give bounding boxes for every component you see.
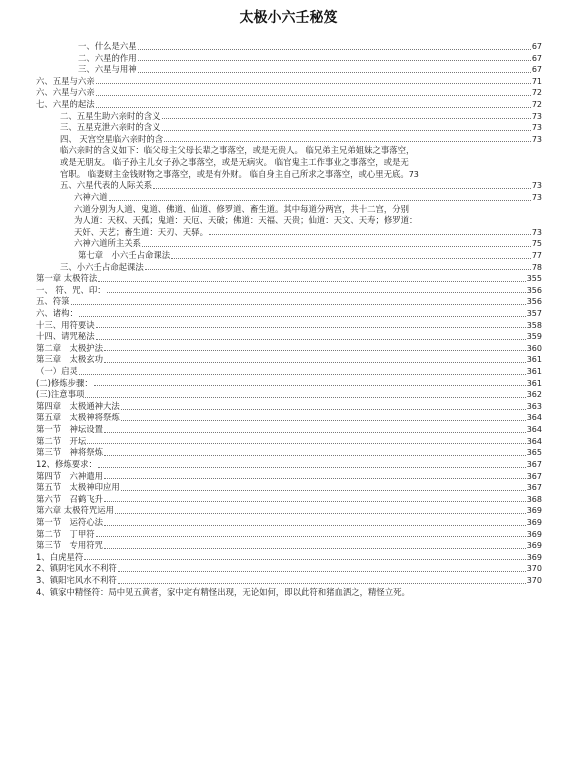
dot-leader — [145, 269, 531, 270]
toc-entry — [36, 99, 542, 111]
dot-leader — [104, 432, 526, 433]
dot-leader — [85, 397, 525, 398]
toc-entry — [36, 587, 542, 599]
dot-leader — [171, 258, 531, 259]
toc-entry — [36, 494, 542, 506]
dot-leader — [162, 118, 531, 119]
toc-entry — [36, 180, 542, 192]
toc-entry-page: 369 — [526, 552, 542, 562]
dot-leader — [96, 327, 526, 328]
toc-entry — [36, 111, 542, 123]
toc-entry — [36, 308, 542, 320]
table-of-contents — [36, 41, 542, 598]
toc-entry — [36, 273, 542, 285]
toc-entry-title: 第五章 太极神将祭炼 — [36, 412, 120, 423]
dot-leader — [96, 107, 531, 108]
toc-entry-page: 361 — [526, 367, 542, 377]
toc-entry-title: 天奸、天艺；畜生道：天刃、天驿。 — [74, 226, 208, 237]
toc-entry-title: 二、六星的作用 — [78, 52, 137, 63]
toc-entry-page: 75 — [531, 239, 542, 249]
toc-entry-page: 72 — [531, 88, 542, 98]
toc-entry-title: 十四、请咒秘法 — [36, 331, 95, 342]
toc-entry — [36, 134, 542, 146]
dot-leader — [138, 60, 531, 61]
toc-entry — [36, 41, 542, 53]
dot-leader — [79, 316, 526, 317]
toc-entry-page: 358 — [526, 320, 542, 330]
toc-entry-title: 五、符箓 — [36, 296, 70, 307]
toc-entry — [36, 122, 542, 134]
dot-leader — [104, 362, 526, 363]
toc-entry — [36, 529, 542, 541]
toc-entry — [36, 215, 542, 227]
toc-entry-page: 357 — [526, 309, 542, 318]
toc-entry-page: 356 — [526, 285, 542, 295]
toc-entry-page: 73 — [531, 123, 542, 133]
toc-entry-page: 73 — [531, 181, 542, 191]
dot-leader — [104, 525, 526, 526]
toc-entry — [36, 436, 542, 448]
toc-entry — [36, 227, 542, 239]
dot-leader — [104, 455, 526, 456]
toc-entry-title: 六、五星与六亲 — [36, 75, 95, 86]
toc-entry-title: （一）启灵 — [36, 366, 78, 377]
dot-leader — [84, 559, 526, 560]
toc-entry — [36, 145, 542, 157]
toc-entry-page: 67 — [531, 53, 542, 63]
toc-entry — [36, 517, 542, 529]
toc-entry — [36, 575, 542, 587]
dot-leader — [104, 350, 526, 351]
dot-leader — [118, 583, 526, 584]
dot-leader — [109, 200, 531, 201]
dot-leader — [96, 536, 526, 537]
toc-entry-title: 第二章 太极护法 — [36, 342, 103, 353]
toc-entry — [36, 296, 542, 308]
toc-entry-page: 355 — [526, 274, 542, 284]
toc-entry — [36, 343, 542, 355]
toc-entry-page: 67 — [531, 65, 542, 75]
toc-entry-page: 364 — [526, 425, 542, 435]
toc-entry — [36, 389, 542, 401]
dot-leader — [94, 385, 526, 386]
toc-entry-page: 368 — [526, 494, 542, 504]
toc-entry-title: 第二节 丁甲符 — [36, 528, 95, 539]
dot-leader — [96, 95, 531, 96]
toc-entry — [36, 505, 542, 517]
toc-entry-title: 第三节 专用符咒 — [36, 540, 103, 551]
toc-entry-page: 367 — [526, 471, 542, 481]
toc-entry-title: 第五节 太极神印应用 — [36, 482, 120, 493]
toc-entry-title: 临六亲时的含义如下：临父母主父母长辈之事落空，或是无贵人。 临兄弟主兄弟姐妹之事落空， — [60, 145, 415, 156]
toc-entry-title: 十三、用符要诀 — [36, 319, 95, 330]
toc-entry-title: 第四章 太极通神大法 — [36, 400, 120, 411]
toc-entry-title: 第三章 太极玄功 — [36, 354, 103, 365]
toc-entry — [36, 447, 542, 459]
toc-entry-page: 365 — [526, 448, 542, 458]
toc-entry-title: 六、诸构： — [36, 308, 78, 318]
toc-entry — [36, 331, 542, 343]
toc-entry — [36, 192, 542, 204]
dot-leader — [209, 234, 531, 235]
toc-entry-title: 第一章 太极符法 — [36, 273, 98, 284]
toc-entry-title: 五、六星代表的人际关系 — [60, 180, 153, 191]
dot-leader — [79, 374, 526, 375]
toc-entry — [36, 552, 542, 564]
toc-entry — [36, 366, 542, 378]
toc-entry — [36, 285, 542, 297]
toc-entry-title: 第三节 神将祭炼 — [36, 447, 103, 458]
toc-entry-title: 第六章 太极符咒运用 — [36, 505, 115, 516]
toc-entry-page: 72 — [531, 100, 542, 110]
toc-entry-title: 第一节 运符心法 — [36, 516, 103, 527]
toc-entry-page: 359 — [526, 332, 542, 342]
toc-entry — [36, 76, 542, 88]
toc-entry-page: 369 — [526, 529, 542, 539]
toc-entry-title: 或是无朋友。 临子孙主儿女子孙之事落空，或是无病灾。 临官鬼主工作事业之事落空，或是无 — [60, 157, 409, 168]
dot-leader — [96, 339, 526, 340]
dot-leader — [87, 443, 525, 444]
toc-entry-page: 73 — [531, 111, 542, 121]
toc-entry — [36, 540, 542, 552]
toc-entry-title: 七、六星的起法 — [36, 99, 95, 110]
toc-entry-page: 67 — [531, 41, 542, 51]
dot-leader — [104, 548, 526, 549]
toc-entry — [36, 320, 542, 332]
toc-entry-page: 364 — [526, 413, 542, 423]
toc-entry-title: (三)注意事项 — [36, 389, 85, 400]
toc-entry — [36, 354, 542, 366]
toc-entry — [36, 53, 542, 65]
toc-entry-page: 361 — [526, 378, 542, 388]
toc-entry-title: 官职。 临妻财主金钱财物之事落空，或是有外财。 临自身主自己所求之事落空，或心里无底。 — [60, 168, 409, 179]
toc-entry-title: 3、镇阳宅风水不利符 — [36, 575, 117, 586]
toc-entry-title: 三、小六壬占命起课法 — [60, 261, 144, 272]
toc-entry-page: 370 — [526, 564, 542, 574]
dot-leader — [138, 49, 531, 50]
toc-entry — [36, 204, 542, 216]
dot-leader — [98, 281, 525, 282]
toc-entry — [36, 563, 542, 575]
dot-leader — [104, 501, 526, 502]
dot-leader — [164, 141, 531, 142]
toc-entry-page: 364 — [526, 436, 542, 446]
toc-entry — [36, 250, 542, 262]
toc-entry — [36, 262, 542, 274]
dot-leader — [98, 467, 526, 468]
toc-entry — [36, 424, 542, 436]
toc-entry-page: 78 — [531, 262, 542, 272]
dot-leader — [118, 571, 526, 572]
toc-entry-page: 71 — [531, 76, 542, 86]
toc-entry-page: 362 — [526, 390, 542, 400]
toc-entry — [36, 64, 542, 76]
toc-entry-title: 为人道：天权、天孤；鬼道：天厄、天破；佛道：天福、天贵；仙道：天文、天寿；修罗道： — [74, 215, 418, 226]
toc-entry-title: 第一节 神坛设置 — [36, 424, 103, 435]
toc-entry — [36, 459, 542, 471]
toc-entry-title: 第七章 小六壬占命课法 — [78, 249, 171, 260]
toc-entry-title: 二、五星生助六亲时的含义 — [60, 110, 161, 121]
dot-leader — [121, 420, 526, 421]
toc-entry-page: 369 — [526, 506, 542, 516]
toc-entry-page: 369 — [526, 541, 542, 551]
toc-entry-page: 360 — [526, 343, 542, 353]
toc-entry-page: 361 — [526, 355, 542, 365]
dot-leader — [107, 292, 526, 293]
dot-leader — [138, 72, 531, 73]
dot-leader — [121, 409, 526, 410]
toc-entry — [36, 471, 542, 483]
toc-entry — [36, 169, 542, 181]
toc-entry-title: 一、 符、咒、印： — [36, 284, 106, 295]
toc-entry-title: 12、修炼要求： — [36, 458, 97, 469]
dot-leader — [96, 83, 531, 84]
dot-leader — [162, 130, 531, 131]
toc-entry — [36, 87, 542, 99]
toc-entry-title: 2、镇阴宅风水不利符 — [36, 563, 117, 574]
toc-entry-page: 363 — [526, 401, 542, 411]
toc-entry-title: 六神六道 — [74, 191, 108, 202]
dot-leader — [104, 478, 526, 479]
toc-entry-title: 六神六道所主关系 — [74, 238, 141, 249]
toc-entry-title: 1、白虎星符 — [36, 551, 84, 562]
toc-entry-title: 4、镇家中精怪符：局中见五黄者，家中定有精怪出现，无论如何，即以此符和猪血洒之，精怪立死。 — [36, 586, 410, 597]
toc-entry-page: 73 — [531, 192, 542, 202]
toc-entry-page: 77 — [531, 250, 542, 260]
toc-entry-title: 第二节 开坛 — [36, 435, 87, 446]
toc-entry — [36, 413, 542, 425]
toc-entry-page: 356 — [526, 297, 542, 307]
toc-entry-page: 73 — [408, 169, 419, 179]
dot-leader — [115, 513, 526, 514]
toc-entry-title: (二)修炼步骤： — [36, 377, 93, 388]
toc-entry — [36, 157, 542, 169]
toc-entry-title: 六、六星与六亲 — [36, 87, 95, 98]
toc-entry-page: 73 — [531, 227, 542, 237]
dot-leader — [153, 188, 531, 189]
toc-entry — [36, 482, 542, 494]
dot-leader — [142, 246, 531, 247]
toc-entry-title: 三、六星与用神 — [78, 64, 137, 75]
toc-entry-title: 四、 天宫空星临六亲时的含 — [60, 133, 164, 144]
toc-entry-title: 第六节 召鹤飞升 — [36, 493, 103, 504]
toc-entry-title: 第四节 六神遣用 — [36, 470, 103, 481]
toc-entry-title: 一、什么是六星 — [78, 41, 137, 51]
toc-entry-page: 73 — [531, 134, 542, 144]
dot-leader — [71, 304, 526, 305]
toc-entry — [36, 238, 542, 250]
toc-entry — [36, 378, 542, 390]
toc-entry-page: 367 — [526, 459, 542, 469]
toc-entry-page: 367 — [526, 483, 542, 493]
toc-entry — [36, 401, 542, 413]
toc-entry-title: 六道分别为人道、鬼道、佛道、仙道、修罗道、畜生道。其中每道分两宫，共十二宫，分别 — [74, 203, 409, 214]
toc-entry-page: 369 — [526, 517, 542, 527]
toc-entry-title: 三、五星克泄六亲时的含义 — [60, 122, 161, 133]
page-title: 太极小六壬秘笈 — [239, 10, 338, 26]
dot-leader — [121, 490, 526, 491]
toc-entry-page: 370 — [526, 576, 542, 586]
